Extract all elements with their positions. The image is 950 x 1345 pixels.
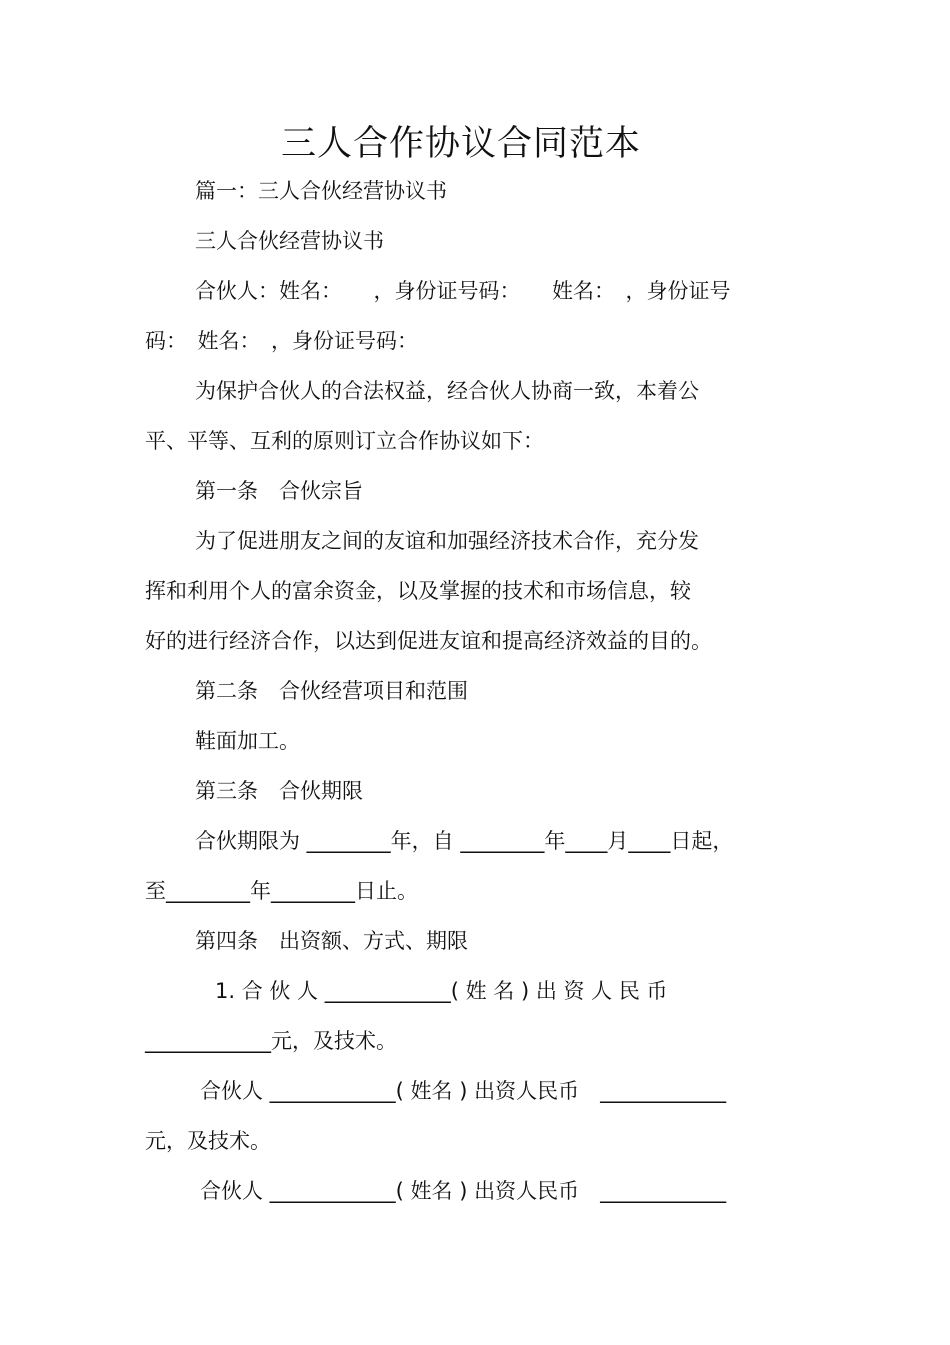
section-heading: 篇一：三人合伙经营协议书 [195,179,447,203]
article-heading: 第二条 合伙经营项目和范围 [195,679,468,703]
article-heading: 第三条 合伙期限 [195,779,363,803]
paragraph-line: 为了促进朋友之间的友谊和加强经济技术合作，充分发 [195,529,699,553]
article-heading: 第一条 合伙宗旨 [195,479,363,503]
paragraph-line: 至________年________日止。 [145,879,418,903]
document-title: 三人合作协议合同范本 [280,124,641,164]
paragraph-line: 合伙期限为 ________年，自 ________年____月____日起， [195,829,734,853]
paragraph-line: 码： 姓名： ，身份证号码： [145,329,418,353]
paragraph-line: 鞋面加工。 [195,729,300,753]
paragraph-line: 为保护合伙人的合法权益，经合伙人协商一致，本着公 [195,379,699,403]
paragraph-line: 好的进行经济合作，以达到促进友谊和提高经济效益的目的。 [145,629,712,653]
paragraph-line: 合伙人 ____________( 姓名 ) 出资人民币 ____________ [200,1179,727,1203]
paragraph-line: 元，及技术。 [145,1129,271,1153]
subtitle: 三人合伙经营协议书 [195,229,384,253]
paragraph-line: 挥和利用个人的富余资金，以及掌握的技术和市场信息，较 [145,579,691,603]
article-heading: 第四条 出资额、方式、期限 [195,929,468,953]
paragraph-line: 合伙人 ____________( 姓名 ) 出资人民币 ____________ [200,1079,727,1103]
paragraph-line: ____________元，及技术。 [145,1029,397,1053]
paragraph-line: 平、平等、互利的原则订立合作协议如下： [145,429,544,453]
paragraph-line: 合伙人：姓名： ，身份证号码： 姓名： ，身份证号 [195,279,731,303]
paragraph-line: 1. 合 伙 人 ____________( 姓 名 ) 出 资 人 民 币 [215,979,668,1003]
